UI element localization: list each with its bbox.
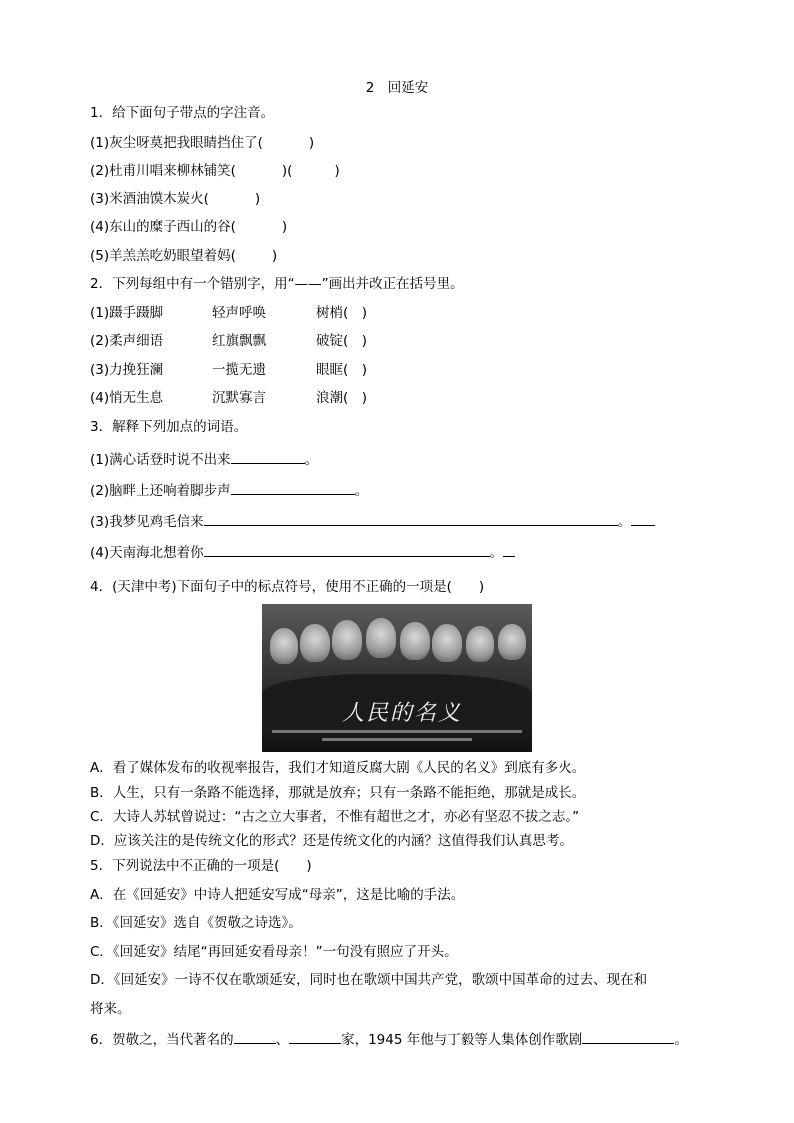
q3-item: (4)天南海北想着你 。 (90, 542, 515, 562)
q3-item: (2)脑畔上还响着脚步声 。 (90, 480, 368, 500)
q2-row: (2)柔声细语 红旗飘飘 破锭( ) (90, 333, 368, 349)
q5-option-b: B．《回延安》选自《贺敬之诗选》。 (90, 915, 302, 931)
q6-stem: 6．贺敬之，当代著名的 、 家，1945 年他与丁毅等人集体创作歌剧 。 (90, 1029, 688, 1049)
q4-option-c: C．大诗人苏轼曾说过：“古之立大事者，不惟有超世之才，亦必有坚忍不拔之志。” (90, 809, 580, 825)
drama-poster-image (262, 604, 532, 752)
q5-option-d: D．《回延安》一诗不仅在歌颂延安，同时也在歌颂中国共产党，歌颂中国革命的过去、现在和 (90, 972, 648, 988)
q5-stem: 5．下列说法中不正确的一项是( ) (90, 858, 312, 874)
q2-stem: 2．下列每组中有一个错别字，用“——”画出并改正在括号里。 (90, 276, 464, 292)
q3-item: (3)我梦见鸡毛信来 。 (90, 511, 655, 531)
q4-option-b: B．人生，只有一条路不能选择，那就是放弃；只有一条路不能拒绝，那就是成长。 (90, 785, 586, 801)
q1-item: (4)东山的糜子西山的谷( ) (90, 219, 288, 235)
q2-row: (3)力挽狂澜 一揽无遗 眼眶( ) (90, 362, 368, 378)
q4-option-d: D．应该关注的是传统文化的形式？还是传统文化的内涵？这值得我们认真思考。 (90, 833, 573, 849)
q5-option-c: C．《回延安》结尾“再回延安看母亲！”一句没有照应了开头。 (90, 944, 458, 960)
q2-row: (4)悄无生息 沉默寡言 浪潮( ) (90, 390, 368, 406)
q4-stem: 4．(天津中考)下面句子中的标点符号，使用不正确的一项是( ) (90, 579, 485, 595)
q1-item: (1)灰尘呀莫把我眼睛挡住了( ) (90, 135, 315, 151)
q1-item: (2)杜甫川唱来柳林铺笑( )( ) (90, 163, 340, 179)
drama-title-text: 人民的名义 (342, 701, 463, 726)
q1-item: (5)羊羔羔吃奶眼望着妈( ) (90, 248, 278, 264)
q1-item: (3)米酒油馍木炭火( ) (90, 191, 261, 207)
q3-stem: 3．解释下列加点的词语。 (90, 419, 248, 435)
page-title: 2 回延安 (365, 80, 429, 96)
q2-row: (1)蹑手蹑脚 轻声呼唤 树梢( ) (90, 305, 368, 321)
q5-option-a: A．在《回延安》中诗人把延安写成“母亲”，这是比喻的手法。 (90, 887, 465, 903)
q3-item: (1)满心话登时说不出来 。 (90, 449, 318, 469)
q4-option-a: A．看了媒体发布的收视率报告，我们才知道反腐大剧《人民的名义》到底有多火。 (90, 760, 586, 776)
q1-stem: 1．给下面句子带点的字注音。 (90, 105, 275, 121)
q5-option-d-cont: 将来。 (90, 1001, 131, 1017)
